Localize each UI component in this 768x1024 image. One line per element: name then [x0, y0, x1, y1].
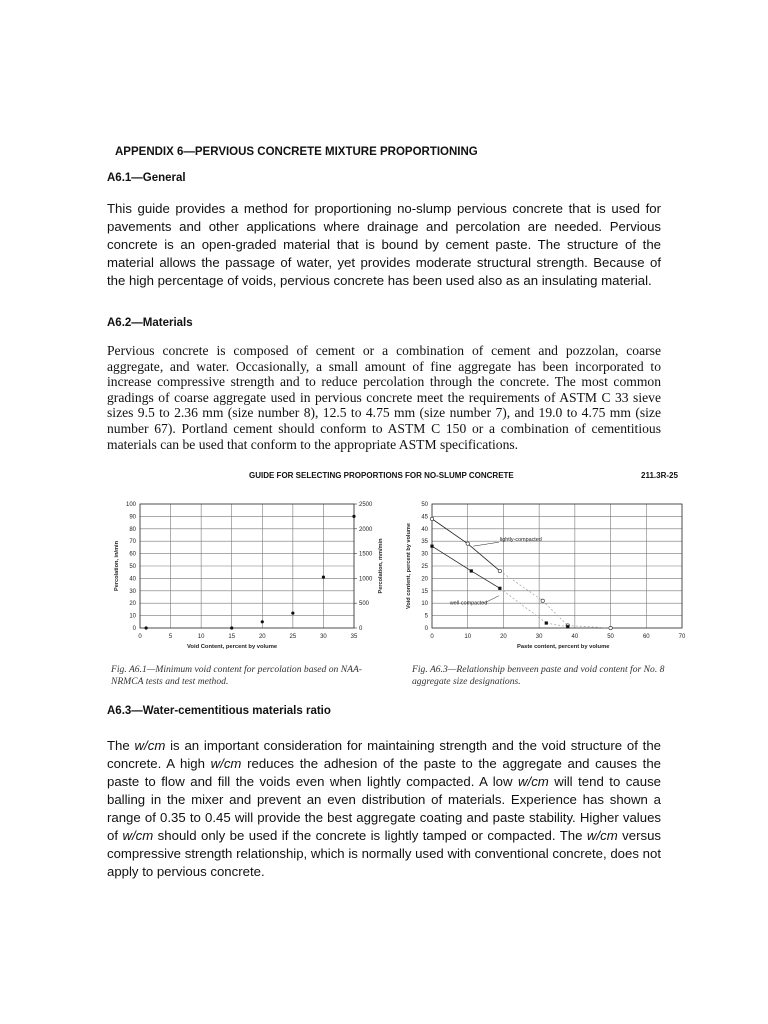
y-tick-label: 30 — [421, 551, 428, 558]
data-point-open — [430, 517, 433, 520]
y-tick-label: 60 — [129, 551, 136, 558]
section-body-general: This guide provides a method for proportioning no-slump pervious concrete that is used for pavements and other applications where drainage and percolation are needed. Pervious concrete is an open-graded material that is bound by cement paste. The structure of the material allows the passage of water, yet provides moderate structural strength. Because of the high percentage of voids, pervious concrete has been used also as an insulating material. — [107, 201, 661, 288]
y-right-axis-label: Percolation, mm/min — [378, 538, 384, 594]
y-tick-label: 20 — [421, 576, 428, 583]
data-point — [230, 626, 233, 629]
x-tick-label: 20 — [500, 634, 507, 640]
data-point-open — [609, 626, 612, 629]
y-tick-label: 45 — [421, 514, 428, 521]
y-axis-label: Void content, percent by volume — [406, 523, 412, 609]
chart-percolation — [108, 496, 400, 658]
y-tick-label: 0 — [132, 626, 136, 632]
caption-fig-a6-3: Fig. A6.3—Relationship benveen paste and void content for No. 8 aggregate size designations. — [412, 664, 665, 687]
x-tick-label: 5 — [168, 634, 173, 640]
body-text-fragment: should only be used if the concrete is lightly tamped or compacted. The — [153, 828, 587, 843]
caption-fig-a6-1: Fig. A6.1—Minimum void content for percolation based on NAA-NRMCA tests and test method. — [111, 664, 363, 687]
section-body-wcm — [107, 737, 661, 881]
data-point — [322, 576, 325, 579]
x-tick-label: 0 — [430, 634, 434, 640]
y-tick-label: 80 — [129, 526, 136, 533]
data-point-filled — [470, 569, 473, 572]
wcm-term: w/cm — [210, 756, 242, 771]
wcm-term: w/cm — [122, 828, 154, 843]
y-tick-label: 40 — [421, 526, 428, 533]
data-point-open — [541, 599, 544, 602]
data-point-filled — [498, 587, 501, 590]
data-point-filled — [430, 545, 433, 548]
x-tick-label: 35 — [350, 634, 358, 640]
x-tick-label: 60 — [642, 634, 650, 640]
data-point-filled — [545, 621, 548, 624]
x-tick-label: 10 — [197, 634, 205, 640]
x-tick-label: 0 — [138, 634, 142, 640]
section-heading-materials: A6.2—Materials — [107, 317, 193, 329]
x-tick-label: 20 — [258, 634, 266, 640]
y-right-tick-label: 2000 — [359, 526, 373, 533]
wcm-term: w/cm — [134, 738, 166, 753]
y-tick-label: 40 — [129, 576, 136, 583]
body-text-fragment: is an important consideration for maintaining strength and the void structure of the concrete. A high — [107, 738, 661, 771]
data-point-open — [466, 542, 469, 545]
y-tick-label: 50 — [421, 502, 428, 508]
y-tick-label: 90 — [129, 514, 136, 521]
x-tick-label: 30 — [535, 634, 543, 640]
body-text-fragment: reduces the adhesion of the paste to the aggregate and causes the paste to flow and fill the voids even when lightly compacted. A low — [107, 756, 661, 789]
y-tick-label: 5 — [424, 613, 428, 620]
y-tick-label: 30 — [129, 588, 136, 595]
y-tick-label: 35 — [421, 539, 428, 546]
y-right-tick-label: 1500 — [359, 551, 373, 558]
y-tick-label: 20 — [129, 601, 136, 608]
y-tick-label: 50 — [129, 564, 136, 570]
annotation-leader — [486, 596, 499, 603]
section-heading-wcm: A6.3—Water-cementitious materials ratio — [107, 705, 331, 717]
data-point — [291, 612, 294, 615]
series-line-segment — [500, 571, 543, 601]
body-text-fragment: versus compressive strength relationship, which is normally used with conventional concrete, does not apply to pervious concrete. — [107, 828, 661, 879]
y-tick-label: 15 — [421, 588, 428, 595]
appendix-title: APPENDIX 6—PERVIOUS CONCRETE MIXTURE PROPORTIONING — [115, 146, 478, 158]
annotation-well-compacted: well-compacted — [449, 600, 488, 607]
section-heading-general: A6.1—General — [107, 172, 186, 184]
series-line-segment — [432, 519, 468, 544]
series-line-segment — [432, 546, 471, 571]
body-text-fragment: will tend to cause balling in the mixer and prevent an even distribution of materials. Experience has shown a range of 0.35 to 0.45 will provide the best aggregate coating and paste stability. Higher values of — [107, 774, 661, 843]
figure-header-title: GUIDE FOR SELECTING PROPORTIONS FOR NO-SLUMP CONCRETE — [249, 471, 514, 480]
y-right-tick-label: 2500 — [359, 502, 373, 508]
series-line-segment — [471, 571, 500, 588]
section-body-materials: Pervious concrete is composed of cement or a combination of cement and pozzolan, coarse aggregate, and water. Occasionally, a small amount of fine aggregate has been incorporated to increase compressive strength and to reduce percolation through the concrete. The most common gradings of coarse aggregate used in pervious concrete meet the requirements of ASTM C 33 sieve sizes 9.5 to 2.36 mm (size number 8), 12.5 to 4.75 mm (size number 7), and 19.0 to 4.75 mm (size number 67). Portland cement should conform to ASTM C 150 or a combination of cementitious materials can be used that conform to the appropriate ASTM specifications. — [107, 343, 661, 452]
wcm-term: w/cm — [518, 774, 549, 789]
y-axis-label: Percolation, in/min — [114, 540, 120, 592]
y-right-tick-label: 0 — [359, 626, 363, 632]
body-text-fragment: The — [107, 738, 135, 753]
figure-header-code: 211.3R-25 — [641, 471, 678, 480]
y-right-tick-label: 500 — [359, 601, 370, 608]
chart-paste-void — [408, 496, 688, 658]
x-tick-label: 50 — [607, 634, 614, 640]
data-point-filled — [566, 625, 569, 628]
y-right-tick-label: 1000 — [359, 576, 373, 583]
y-tick-label: 100 — [125, 502, 136, 508]
x-tick-label: 25 — [289, 634, 297, 640]
x-tick-label: 30 — [320, 634, 327, 640]
x-tick-label: 40 — [571, 634, 579, 640]
x-axis-label: Void Content, percent by volume — [187, 644, 278, 650]
series-line-segment — [546, 623, 567, 627]
y-tick-label: 10 — [421, 601, 428, 608]
data-point-open — [498, 569, 501, 572]
x-tick-label: 70 — [678, 634, 686, 640]
data-point — [261, 620, 264, 623]
x-axis-label: Paste content, percent by volume — [517, 644, 610, 650]
y-tick-label: 70 — [129, 539, 136, 546]
y-tick-label: 0 — [424, 626, 428, 632]
series-line-segment — [468, 544, 500, 571]
x-tick-label: 15 — [228, 634, 236, 640]
data-point — [352, 515, 355, 518]
annotation-lightly-compacted: lightly-compacted — [499, 537, 542, 544]
data-point — [145, 626, 148, 629]
x-tick-label: 10 — [464, 634, 472, 640]
annotation-leader — [473, 542, 499, 546]
y-tick-label: 25 — [421, 564, 428, 570]
y-tick-label: 10 — [129, 613, 136, 620]
wcm-term: w/cm — [586, 828, 618, 843]
